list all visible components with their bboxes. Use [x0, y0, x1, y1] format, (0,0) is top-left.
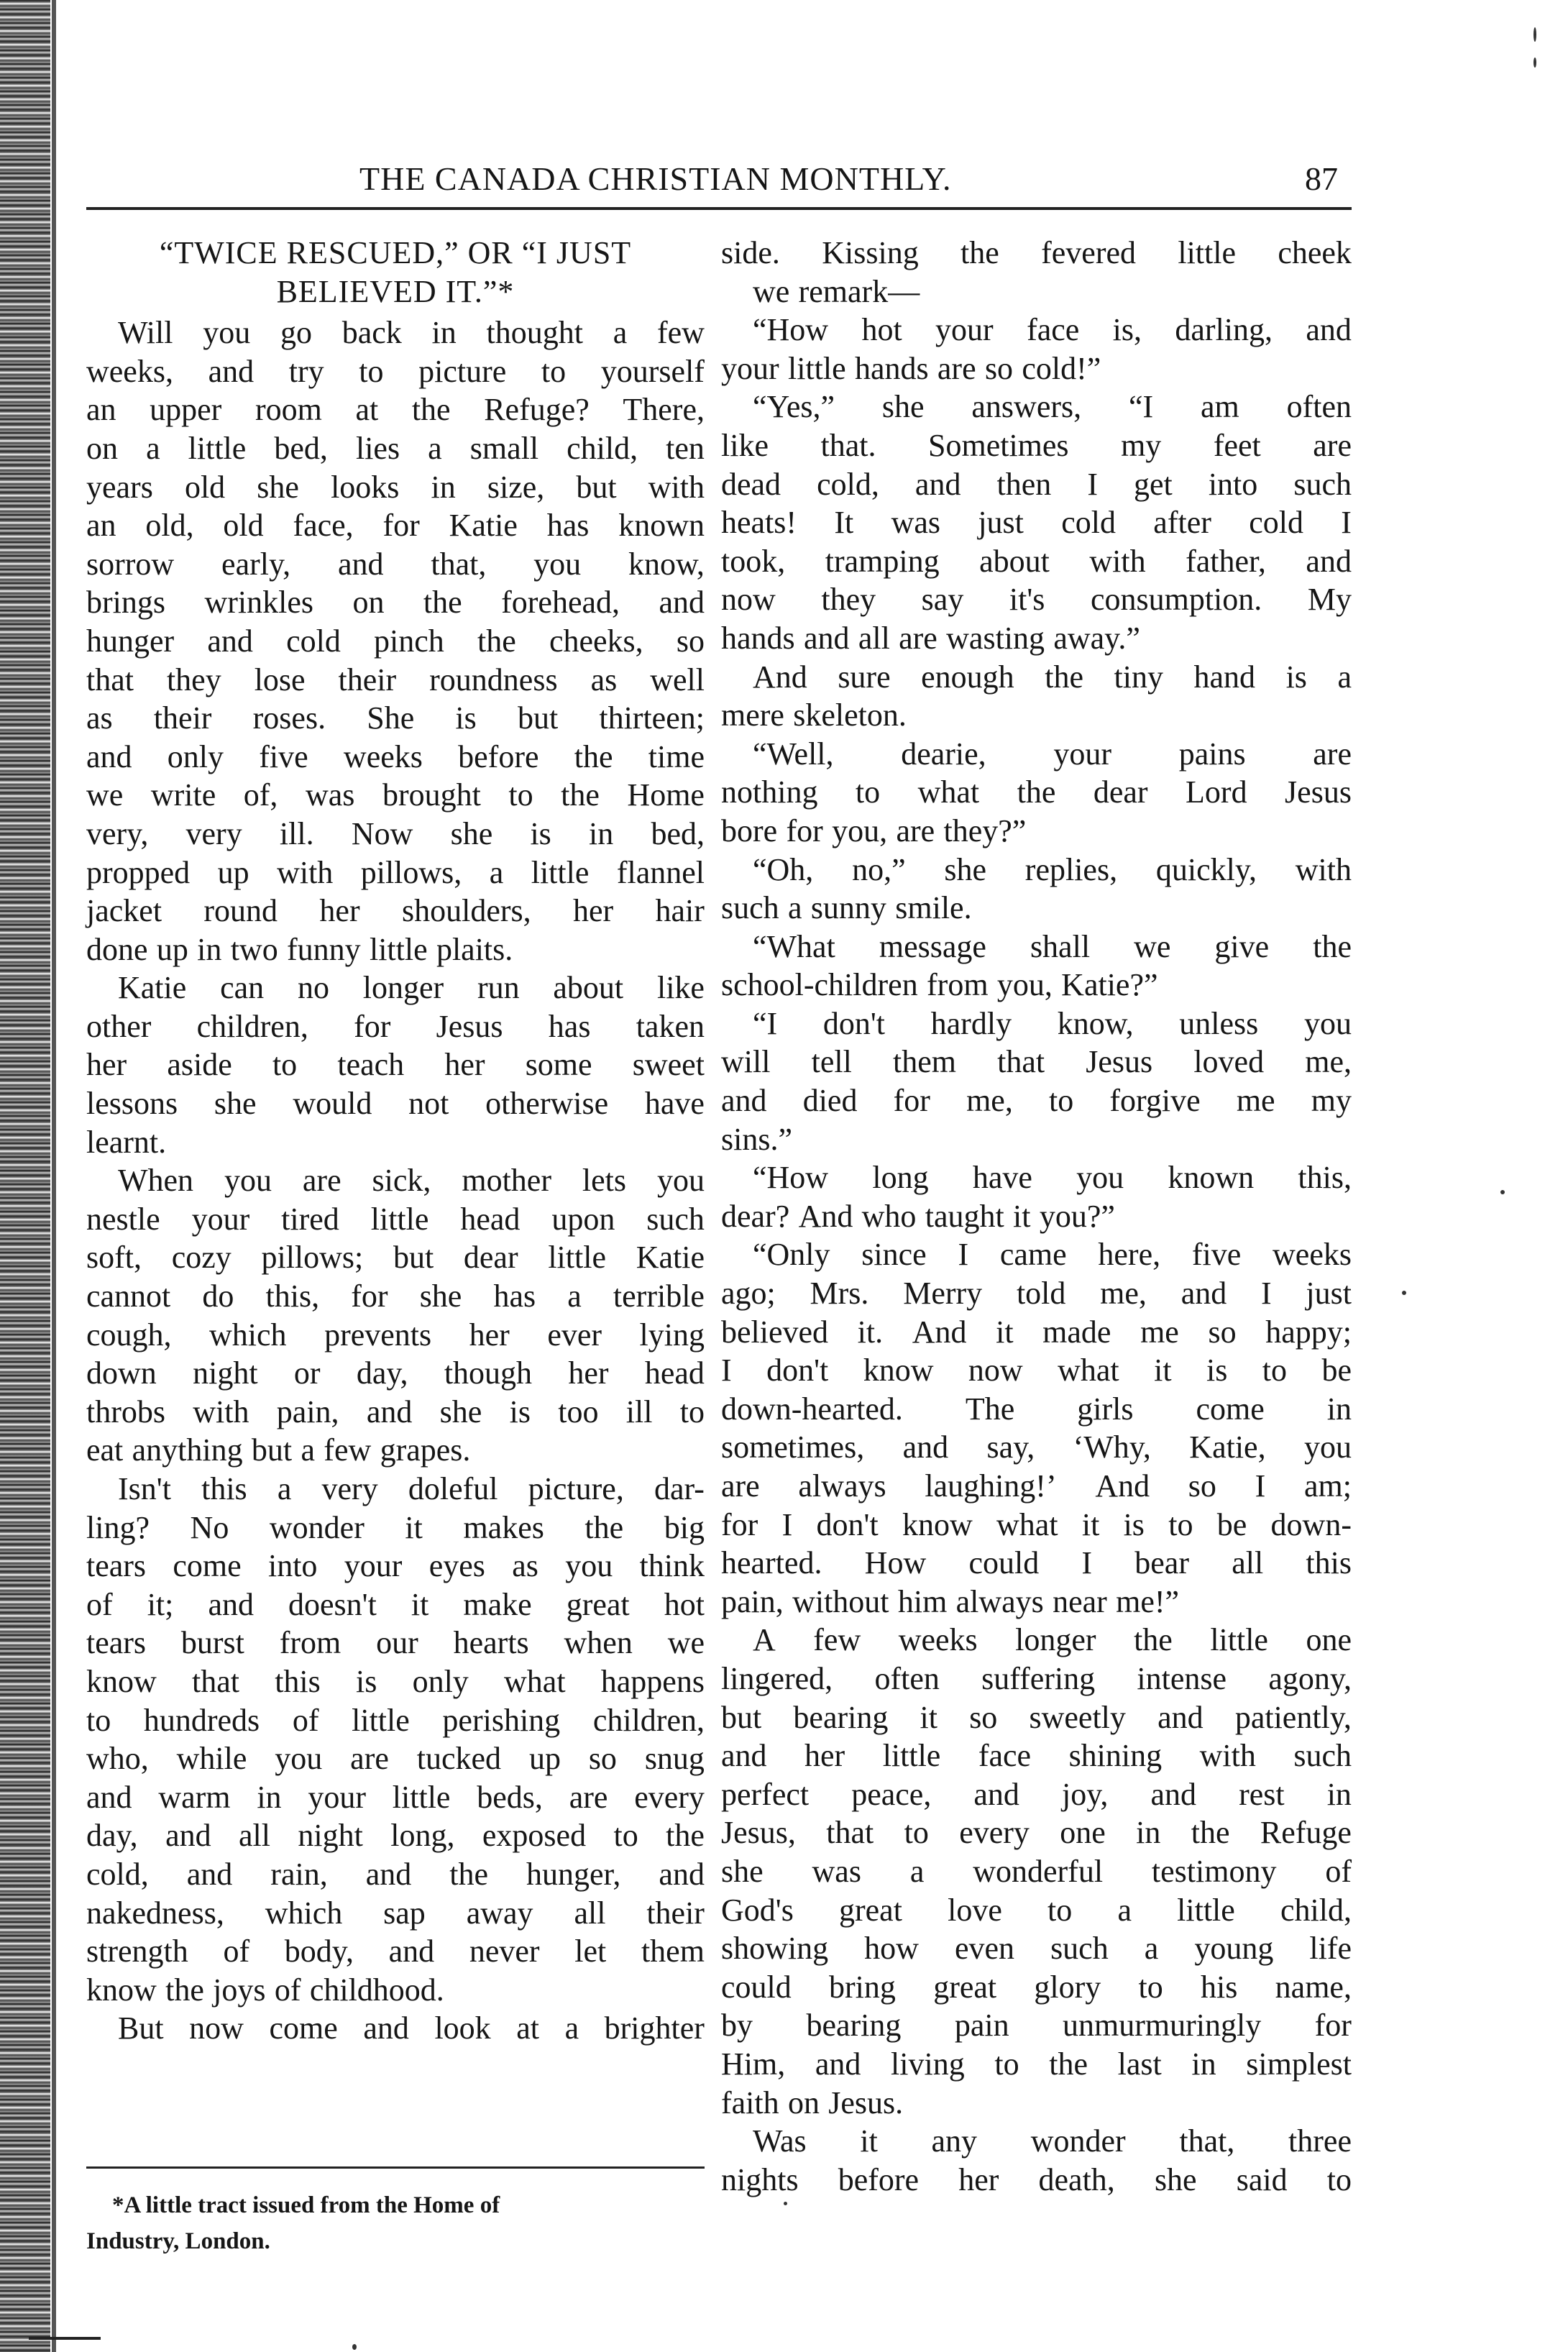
text-line: down night or day, though her head	[86, 1355, 705, 1391]
text-line: side. Kissing the fevered little cheek	[721, 235, 1352, 270]
text-line: to hundreds of little perishing children,	[86, 1702, 705, 1738]
text-line: sometimes, and say, ‘Why, Katie, you	[721, 1429, 1352, 1465]
footnote	[86, 2187, 705, 2259]
text-line: by bearing pain unmurmuringly for	[721, 2008, 1352, 2044]
text-line: very, very ill. Now she is in bed,	[86, 815, 705, 851]
text-line: nakedness, which sap away all their	[86, 1895, 705, 1931]
running-header-title: THE CANADA CHRISTIAN MONTHLY.	[359, 160, 952, 197]
text-line: and died for me, to forgive me my	[721, 1083, 1352, 1119]
text-line: know the joys of childhood.	[86, 1972, 444, 2008]
scan-speck	[1533, 58, 1536, 68]
text-line: eat anything but a few grapes.	[86, 1432, 471, 1468]
text-line: hearted. How could I bear all this	[721, 1545, 1352, 1581]
text-line: When you are sick, mother lets you	[118, 1163, 705, 1199]
text-line: on a little bed, lies a small child, ten	[86, 430, 705, 466]
text-line: her aside to teach her some sweet	[86, 1047, 705, 1083]
article-title-line: BELIEVED IT.”*	[276, 273, 515, 309]
text-line: dear? And who taught it you?”	[721, 1198, 1115, 1234]
text-line: weeks, and try to picture to yourself	[86, 353, 705, 389]
text-line: I don't know now what it is to be	[721, 1353, 1352, 1388]
text-line: throbs with pain, and she is too ill to	[86, 1394, 705, 1429]
text-line: tears come into your eyes as you think	[86, 1548, 705, 1584]
text-line: jacket round her shoulders, her hair	[86, 893, 705, 929]
text-line: she was a wonderful testimony of	[721, 1853, 1352, 1889]
text-line: faith on Jesus.	[721, 2085, 904, 2120]
text-line: hunger and cold pinch the cheeks, so	[86, 623, 705, 659]
text-line: will tell them that Jesus loved me,	[721, 1044, 1352, 1080]
text-line: an old, old face, for Katie has known	[86, 508, 705, 544]
text-line: hands and all are wasting away.”	[721, 620, 1140, 656]
text-line: showing how even such a young life	[721, 1931, 1352, 1967]
text-line: “Oh, no,” she replies, quickly, with	[753, 851, 1352, 887]
text-line: soft, cozy pillows; but dear little Katie	[86, 1240, 705, 1276]
text-line: who, while you are tucked up so snug	[86, 1741, 705, 1777]
text-line: heats! It was just cold after cold I	[721, 505, 1352, 541]
text-line: sins.”	[721, 1121, 792, 1157]
text-line: took, tramping about with father, and	[721, 543, 1352, 579]
text-line: “Only since I came here, five weeks	[753, 1237, 1352, 1273]
text-line: believed it. And it made me so happy;	[721, 1314, 1352, 1350]
scan-edge-mark	[29, 2337, 101, 2340]
text-line: nights before her death, she said to	[721, 2161, 1352, 2197]
text-line: cannot do this, for she has a terrible	[86, 1278, 705, 1314]
left-column-text	[86, 314, 705, 2048]
text-line: Jesus, that to every one in the Refuge	[721, 1815, 1352, 1851]
text-line: perfect peace, and joy, and rest in	[721, 1776, 1352, 1812]
right-column-text	[721, 234, 1352, 2199]
text-line: God's great love to a little child,	[721, 1892, 1352, 1928]
text-line: we remark—	[753, 273, 920, 309]
text-line: brings wrinkles on the forehead, and	[86, 585, 705, 621]
text-line: school-children from you, Katie?”	[721, 967, 1158, 1003]
text-line: nothing to what the dear Lord Jesus	[721, 774, 1352, 810]
footnote-line: *A little tract issued from the Home of	[112, 2192, 500, 2218]
text-line: “How hot your face is, darling, and	[753, 312, 1352, 348]
text-line: like that. Sometimes my feet are	[721, 427, 1352, 463]
article-title-line: “TWICE RESCUED,” OR “I JUST	[159, 235, 632, 270]
text-line: “What message shall we give the	[753, 928, 1352, 964]
text-line: ago; Mrs. Merry told me, and I just	[721, 1276, 1352, 1312]
text-line: that they lose their roundness as well	[86, 662, 705, 697]
text-line: know that this is only what happens	[86, 1663, 705, 1699]
scan-speck	[1402, 1291, 1406, 1295]
text-line: mere skeleton.	[721, 697, 907, 733]
text-line: years old she looks in size, but with	[86, 469, 705, 505]
text-line: are always laughing!’ And so I am;	[721, 1468, 1352, 1504]
text-line: pain, without him always near me!”	[721, 1583, 1180, 1619]
text-line: for I don't know what it is to be down-	[721, 1506, 1352, 1542]
text-line: and warm in your little beds, are every	[86, 1779, 705, 1815]
article-title	[86, 234, 705, 311]
text-line: Katie can no longer run about like	[118, 970, 705, 1006]
text-line: such a sunny smile.	[721, 890, 972, 926]
text-line: lessons she would not otherwise have	[86, 1086, 705, 1122]
text-line: cough, which prevents her ever lying	[86, 1317, 705, 1353]
scan-speck	[352, 2344, 357, 2350]
text-line: tears burst from our hearts when we	[86, 1625, 705, 1661]
text-line: nestle your tired little head upon such	[86, 1201, 705, 1237]
text-line: But now come and look at a brighter	[118, 2010, 705, 2046]
text-line: strength of body, and never let them	[86, 1934, 705, 1969]
text-line: bore for you, are they?”	[721, 813, 1027, 848]
text-line: lingered, often suffering intense agony,	[721, 1660, 1352, 1696]
text-line: now they say it's consumption. My	[721, 582, 1352, 618]
text-line: down-hearted. The girls come in	[721, 1391, 1352, 1427]
header-rule	[86, 207, 1352, 210]
text-line: Will you go back in thought a few	[118, 315, 705, 351]
footnote-rule	[86, 2166, 705, 2169]
binding-edge-shadow	[0, 0, 50, 2352]
scan-speck	[1533, 27, 1536, 42]
footnote-line: Industry, London.	[86, 2228, 270, 2254]
text-line: could bring great glory to his name,	[721, 1969, 1352, 2005]
text-line: of it; and doesn't it make great hot	[86, 1586, 705, 1622]
text-line: “Yes,” she answers, “I am often	[753, 389, 1352, 425]
text-line: “Well, dearie, your pains are	[753, 736, 1352, 772]
text-line: as their roses. She is but thirteen;	[86, 700, 705, 736]
text-line: And sure enough the tiny hand is a	[753, 659, 1352, 695]
text-line: “How long have you known this,	[753, 1160, 1352, 1196]
text-line: “I don't hardly know, unless you	[753, 1005, 1352, 1041]
text-line: we write of, was brought to the Home	[86, 777, 705, 813]
text-line: Him, and living to the last in simplest	[721, 2046, 1352, 2082]
text-line: but bearing it so sweetly and patiently,	[721, 1699, 1352, 1735]
text-line: propped up with pillows, a little flannel	[86, 854, 705, 890]
text-line: cold, and rain, and the hunger, and	[86, 1856, 705, 1892]
text-line: Was it any wonder that, three	[753, 2123, 1352, 2159]
text-line: an upper room at the Refuge? There,	[86, 392, 705, 428]
text-line: other children, for Jesus has taken	[86, 1008, 705, 1044]
text-line: and only five weeks before the time	[86, 738, 705, 774]
text-line: your little hands are so cold!”	[721, 350, 1101, 386]
text-line: sorrow early, and that, you know,	[86, 546, 705, 582]
left-column	[86, 234, 705, 2048]
text-line: A few weeks longer the little one	[753, 1622, 1352, 1658]
text-line: ling? No wonder it makes the big	[86, 1509, 705, 1545]
text-line: dead cold, and then I get into such	[721, 466, 1352, 502]
page-number: 87	[1305, 160, 1338, 197]
scan-speck	[784, 2202, 787, 2205]
scan-speck	[1500, 1190, 1505, 1194]
text-line: and her little face shining with such	[721, 1738, 1352, 1774]
right-column	[721, 234, 1352, 2199]
text-line: Isn't this a very doleful picture, dar-	[118, 1471, 705, 1506]
text-line: learnt.	[86, 1124, 167, 1160]
text-line: day, and all night long, exposed to the	[86, 1818, 705, 1854]
text-line: done up in two funny little plaits.	[86, 931, 513, 967]
